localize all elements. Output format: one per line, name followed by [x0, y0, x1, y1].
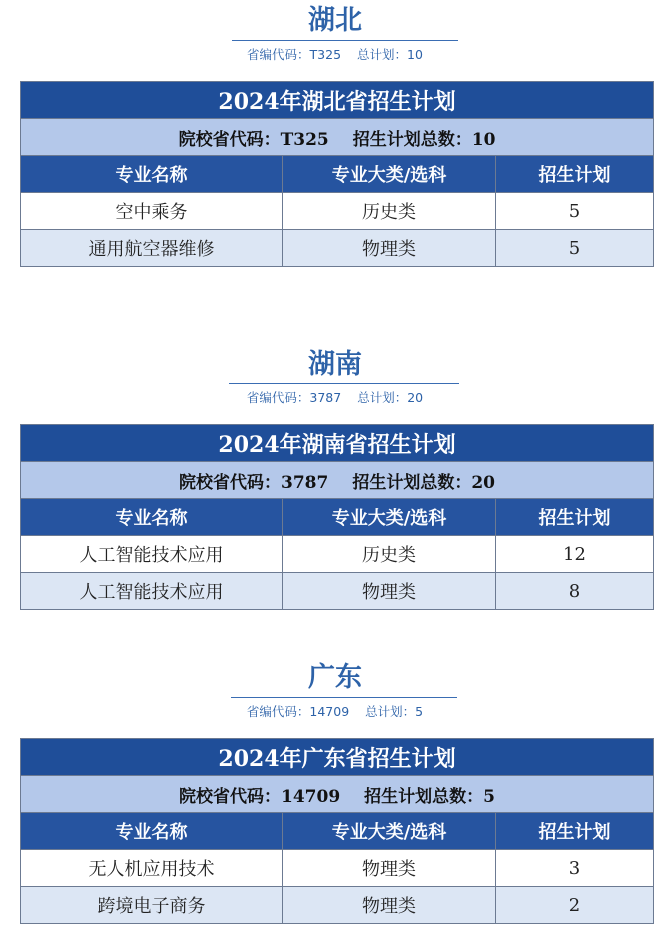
header-major: 专业名称: [21, 813, 283, 850]
cell-category: 物理类: [283, 230, 496, 267]
table-row: [21, 850, 654, 887]
table-title: 2024年湖南省招生计划: [21, 425, 654, 462]
province-total: 总计划：20: [357, 390, 424, 405]
cell-plan: 2: [496, 887, 654, 924]
school-code: 14709: [281, 786, 341, 807]
school-code: 3787: [281, 472, 329, 493]
school-code: T325: [280, 129, 329, 150]
cell-major: 无人机应用技术: [21, 850, 283, 887]
province-title: 广东: [308, 662, 362, 693]
plan-total-label: 招生计划总数：: [352, 129, 472, 150]
cell-category: 物理类: [283, 573, 496, 610]
plan-total: 5: [483, 786, 495, 807]
table-row: [21, 573, 654, 610]
table-title: 2024年广东省招生计划: [21, 739, 654, 776]
province-total: 总计划：5: [365, 704, 424, 719]
province-underline: [232, 40, 458, 41]
table-title: 2024年湖北省招生计划: [21, 82, 654, 119]
table-row: [21, 230, 654, 267]
cell-major: 通用航空器维修: [21, 230, 283, 267]
plan-total: 10: [471, 129, 496, 150]
table-row: [21, 887, 654, 924]
header-plan: 招生计划: [496, 499, 654, 536]
province-underline: [229, 383, 459, 384]
province-underline: [231, 697, 457, 698]
header-major: 专业名称: [21, 499, 283, 536]
plan-total: 20: [471, 472, 495, 493]
province-code: 省编代码：3787: [246, 390, 342, 405]
school-code-label: 院校省代码：: [179, 786, 281, 807]
cell-category: 物理类: [283, 887, 496, 924]
cell-major: 人工智能技术应用: [21, 573, 283, 610]
header-major: 专业名称: [21, 156, 283, 193]
province-title: 湖南: [308, 349, 362, 380]
cell-category: 历史类: [283, 536, 496, 573]
cell-plan: 5: [496, 193, 654, 230]
province-meta: [0, 389, 670, 407]
cell-plan: 8: [496, 573, 654, 610]
header-plan: 招生计划: [496, 813, 654, 850]
province-meta: [0, 46, 670, 64]
cell-major: 空中乘务: [21, 193, 283, 230]
cell-major: 跨境电子商务: [21, 887, 283, 924]
enrollment-table: [20, 81, 654, 267]
table-info: [21, 776, 654, 813]
province-code: 省编代码：T325: [247, 47, 342, 62]
province-code: 省编代码：14709: [246, 704, 350, 719]
header-category: 专业大类/选科: [283, 813, 496, 850]
cell-plan: 12: [496, 536, 654, 573]
table-row: [21, 193, 654, 230]
header-plan: 招生计划: [496, 156, 654, 193]
school-code-label: 院校省代码：: [178, 129, 281, 150]
cell-plan: 5: [496, 230, 654, 267]
header-category: 专业大类/选科: [283, 499, 496, 536]
plan-total-label: 招生计划总数：: [364, 786, 484, 807]
school-code-label: 院校省代码：: [179, 472, 281, 493]
cell-plan: 3: [496, 850, 654, 887]
plan-total-label: 招生计划总数：: [352, 472, 472, 493]
province-meta: [0, 703, 670, 721]
table-info: [21, 462, 654, 499]
province-total: 总计划：10: [357, 47, 423, 62]
enrollment-table: [20, 424, 654, 610]
province-title: 湖北: [308, 5, 362, 36]
table-info: [21, 119, 654, 156]
table-row: [21, 536, 654, 573]
cell-category: 历史类: [283, 193, 496, 230]
enrollment-table: [20, 738, 654, 924]
cell-category: 物理类: [283, 850, 496, 887]
cell-major: 人工智能技术应用: [21, 536, 283, 573]
header-category: 专业大类/选科: [283, 156, 496, 193]
